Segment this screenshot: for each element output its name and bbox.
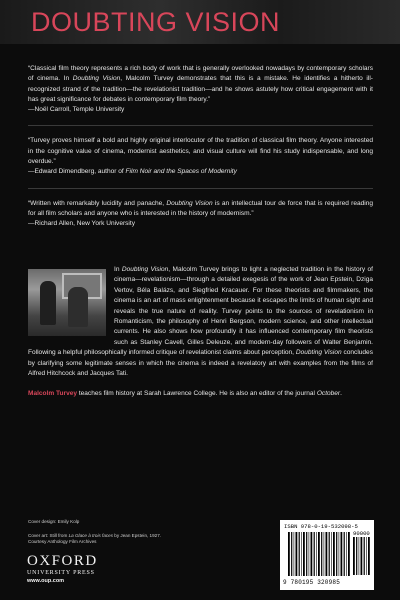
blurb-dimendberg bbox=[28, 136, 373, 177]
barcode-icon bbox=[288, 532, 350, 576]
isbn-number: ISBN 978-0-19-532098-5 bbox=[284, 523, 358, 530]
cover-art-credit: Cover art: Still from La Glace à trois faces by Jean Epstein, 1927. bbox=[28, 532, 162, 538]
divider bbox=[28, 125, 373, 126]
blurb-text: “Written with remarkably lucidity and panache, Doubting Vision is an intellectual tour de force that is required reading for all film scholars and anyone who is interested in the history of modernism.” bbox=[28, 199, 373, 217]
isbn-barcode bbox=[280, 520, 374, 590]
publisher-name: OXFORD bbox=[27, 553, 98, 569]
book-title: DOUBTING VISION bbox=[31, 7, 281, 37]
cover-design-credit: Cover design: Emily Kolp bbox=[28, 519, 80, 524]
cover-art-credit-line2: Courtesy Anthology Film Archives bbox=[28, 539, 97, 545]
blurb-attribution: —Richard Allen, New York University bbox=[28, 220, 135, 228]
author-name: Malcolm Turvey bbox=[28, 390, 77, 398]
divider bbox=[28, 188, 373, 189]
author-bio: Malcolm Turvey teaches film history at Sarah Lawrence College. He is also an editor of the journal October. bbox=[28, 390, 342, 398]
publisher-sub: UNIVERSITY PRESS bbox=[27, 570, 95, 576]
blurb-allen bbox=[28, 199, 373, 230]
cover-credits bbox=[28, 519, 161, 546]
title-band bbox=[0, 0, 400, 44]
blurb-text: “Turvey proves himself a bold and highly original interlocutor of the tradition of classical film theory. Anyone interested in the cognitive value of cinema, modernist aesthetics, and visual culture will find his study indispensable, and long overdue.” bbox=[28, 137, 373, 166]
price-code: 90000 bbox=[353, 530, 370, 537]
publisher-logo bbox=[27, 554, 98, 585]
film-still-image bbox=[28, 269, 106, 336]
blurbs bbox=[28, 64, 373, 240]
blurb-attribution: —Noël Carroll, Temple University bbox=[28, 106, 125, 114]
blurb-carroll bbox=[28, 64, 373, 115]
publisher-url: www.oup.com bbox=[27, 578, 65, 584]
description-text: In Doubting Vision, Malcolm Turvey brings to light a neglected tradition in the history of cinema—revelationism—through a detailed exegesis of the work of Jean Epstein, Dziga Vertov, Béla Balázs, and Siegfried Kracauer. For these theorists and filmmakers, the cinema is an art of mass enlightenment because it escapes the limits of human sight and reveals the true nature of reality. Turvey points to the sources of revelationism in Romanticism, the philosophy of Henri Bergson, modern science, and other intellectual currents. He also shows how profoundly it has influenced contemporary film theorists such as Stanley Cavell, Gilles Deleuze, and modern-day followers of Walter Benjamin. Following a helpful philosophically informed critique of revelationist claims about perception, Doubting Vision concludes by clarifying some legitimate senses in which the cinema is indeed a revelatory art with examples from the films of Alfred Hitchcock and Jacques Tati. bbox=[28, 266, 373, 378]
price-barcode-icon bbox=[353, 537, 370, 575]
isbn-digits: 9 780195 320985 bbox=[283, 579, 341, 586]
blurb-text: “Classical film theory represents a rich body of work that is generally overlooked nowadays by contemporary scholars of cinema. In Doubting Vision, Malcolm Turvey demonstrates that this is a mistake. He identifies a hitherto ill-recognized strand of the tradition—the revelationist tradition—and he shows astutely how critical engagement with it has great significance for debates in contemporary film theory.” bbox=[28, 65, 373, 103]
blurb-attribution: —Edward Dimendberg, author of Film Noir and the Spaces of Modernity bbox=[28, 168, 237, 176]
description-section bbox=[28, 265, 373, 400]
